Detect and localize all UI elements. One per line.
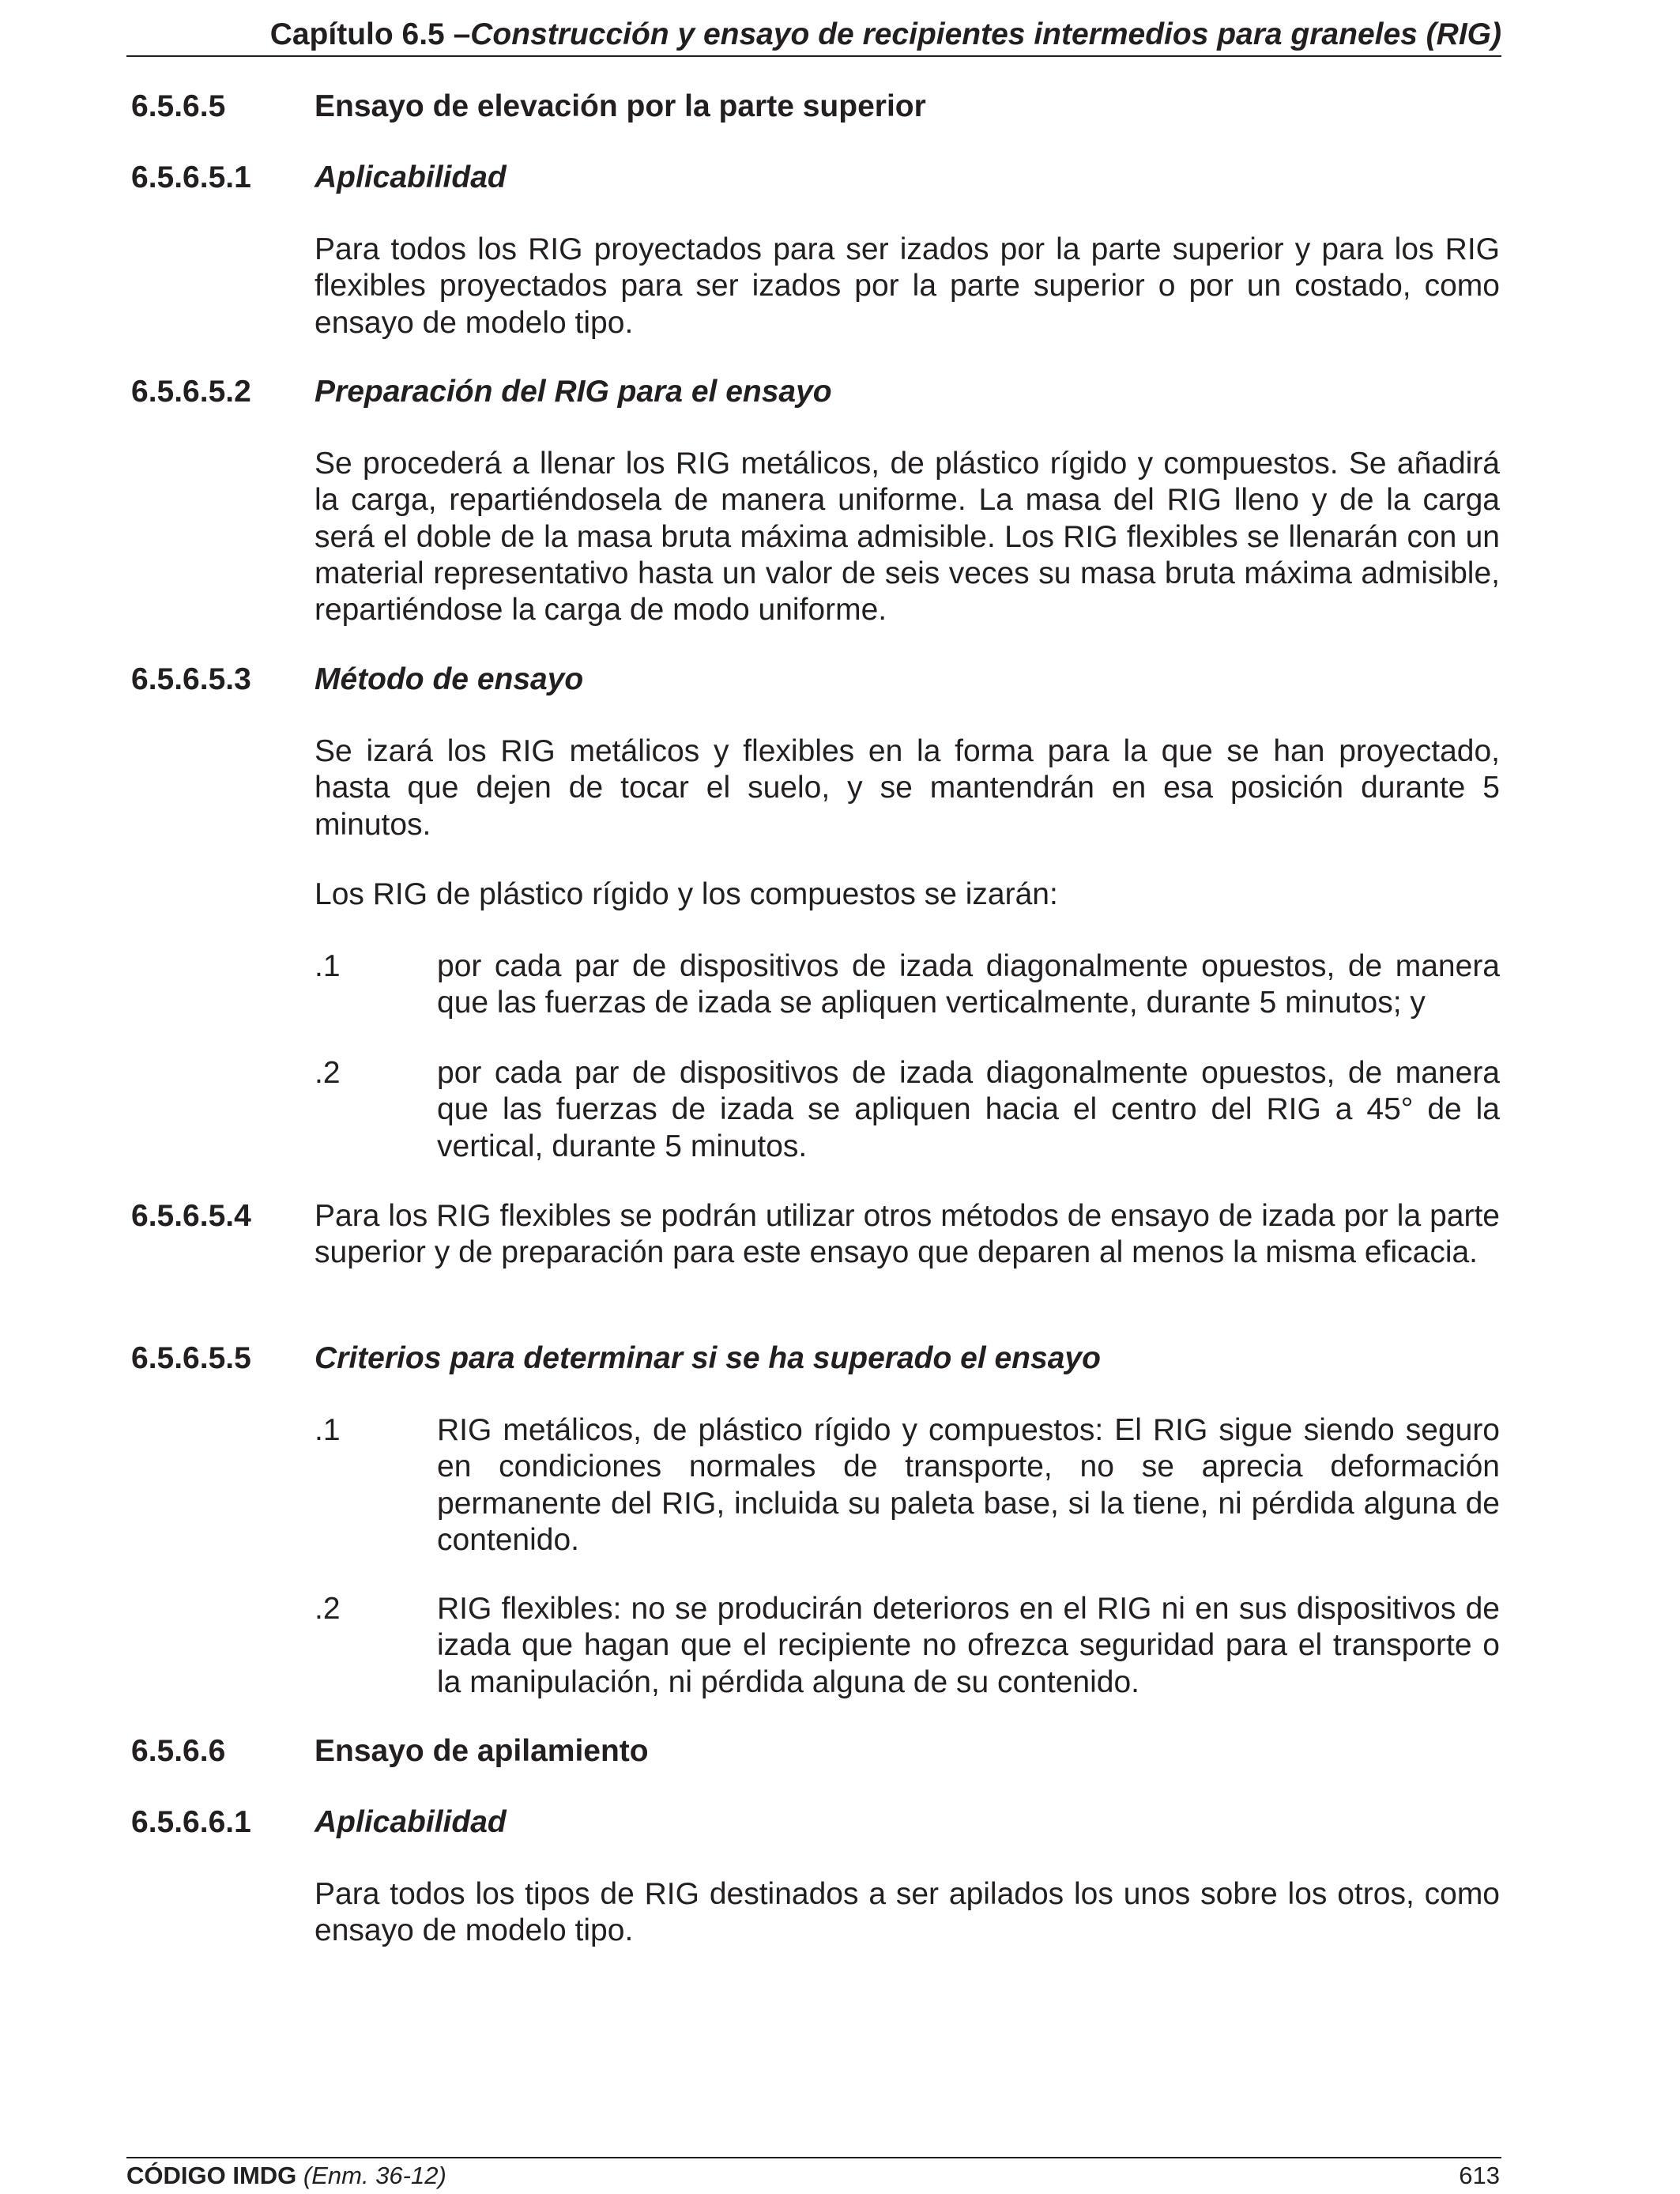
section-heading: Ensayo de elevación por la parte superior [315,89,926,123]
section-number: 6.5.6.5.1 [131,160,251,194]
section-number: 6.5.6.5.5 [131,1341,251,1375]
list-item-marker: .1 [315,1413,341,1447]
footer-code-name: CÓDIGO IMDG [126,2162,297,2189]
section-heading: Aplicabilidad [315,1805,507,1839]
header-rule [126,55,1501,57]
section-paragraph: Se procederá a llenar los RIG metálicos, de plástico rígido y compuestos. Se añadirá la carga, repartiéndosela de manera uniforme. La masa del RIG lleno y de la carga será el doble de la masa bruta máxima admisible. Los RIG flexibles se llenarán con un material representativo hasta un valor de seis veces su masa bruta máxima admisible, repartiéndose la carga de modo uniforme. [315,447,1500,628]
chapter-title: Construcción y ensayo de recipientes intermedios para graneles (RIG) [470,17,1501,51]
footer-amendment: (Enm. 36-12) [303,2162,446,2189]
section-heading: Aplicabilidad [315,160,507,194]
section-paragraph: Se izará los RIG metálicos y flexibles en la forma para la que se han proyectado, hasta que dejen de tocar el suelo, y se mantendrán en esa posición durante 5 minutos. [315,734,1500,842]
section-number: 6.5.6.5.4 [131,1199,251,1233]
list-item-text: RIG flexibles: no se producirán deterioros en el RIG ni en sus dispositivos de izada que hagan que el recipiente no ofrezca seguridad para el transporte o la manipulación, ni pérdida alguna de su contenido. [437,1592,1500,1699]
section-paragraph: Los RIG de plástico rígido y los compuestos se izarán: [315,877,1058,911]
section-paragraph: Para todos los tipos de RIG destinados a ser apilados los unos sobre los otros, como ensayo de modelo tipo. [315,1877,1500,1948]
list-item-marker: .1 [315,949,341,983]
page-number: 613 [1459,2162,1500,2189]
running-header [126,16,1501,54]
section-heading: Preparación del RIG para el ensayo [315,375,832,409]
list-item-marker: .2 [315,1592,341,1626]
section-heading: Criterios para determinar si se ha superado el ensayo [315,1341,1101,1375]
section-heading: Método de ensayo [315,662,584,696]
section-number: 6.5.6.6 [131,1734,226,1768]
section-number: 6.5.6.5 [131,89,226,123]
section-number: 6.5.6.6.1 [131,1805,251,1839]
section-heading: Ensayo de apilamiento [315,1734,649,1768]
section-number: 6.5.6.5.2 [131,375,251,409]
footer-rule [126,2157,1501,2158]
list-item-marker: .2 [315,1056,341,1090]
list-item-text: por cada par de dispositivos de izada diagonalmente opuestos, de manera que las fuerzas de izada se apliquen hacia el centro del RIG a 45° de la vertical, durante 5 minutos. [437,1056,1500,1163]
section-number: 6.5.6.5.3 [131,662,251,696]
list-item-text: por cada par de dispositivos de izada diagonalmente opuestos, de manera que las fuerzas de izada se apliquen verticalmente, durante 5 minutos; y [437,949,1500,1020]
list-item-text: RIG metálicos, de plástico rígido y compuestos: El RIG sigue siendo seguro en condiciones normales de transporte, no se aprecia deformación permanente del RIG, incluida su paleta base, si la tiene, ni pérdida alguna de contenido. [437,1413,1500,1557]
chapter-label: Capítulo 6.5 – [269,17,471,51]
section-paragraph: Para todos los RIG proyectados para ser izados por la parte superior y para los RIG flexibles proyectados para ser izados por la parte superior o por un costado, como ensayo de modelo tipo. [315,232,1500,340]
section-paragraph: Para los RIG flexibles se podrán utilizar otros métodos de ensayo de izada por la parte superior y de preparación para este ensayo que deparen al menos la misma eficacia. [315,1199,1500,1270]
footer-code [126,2161,446,2191]
